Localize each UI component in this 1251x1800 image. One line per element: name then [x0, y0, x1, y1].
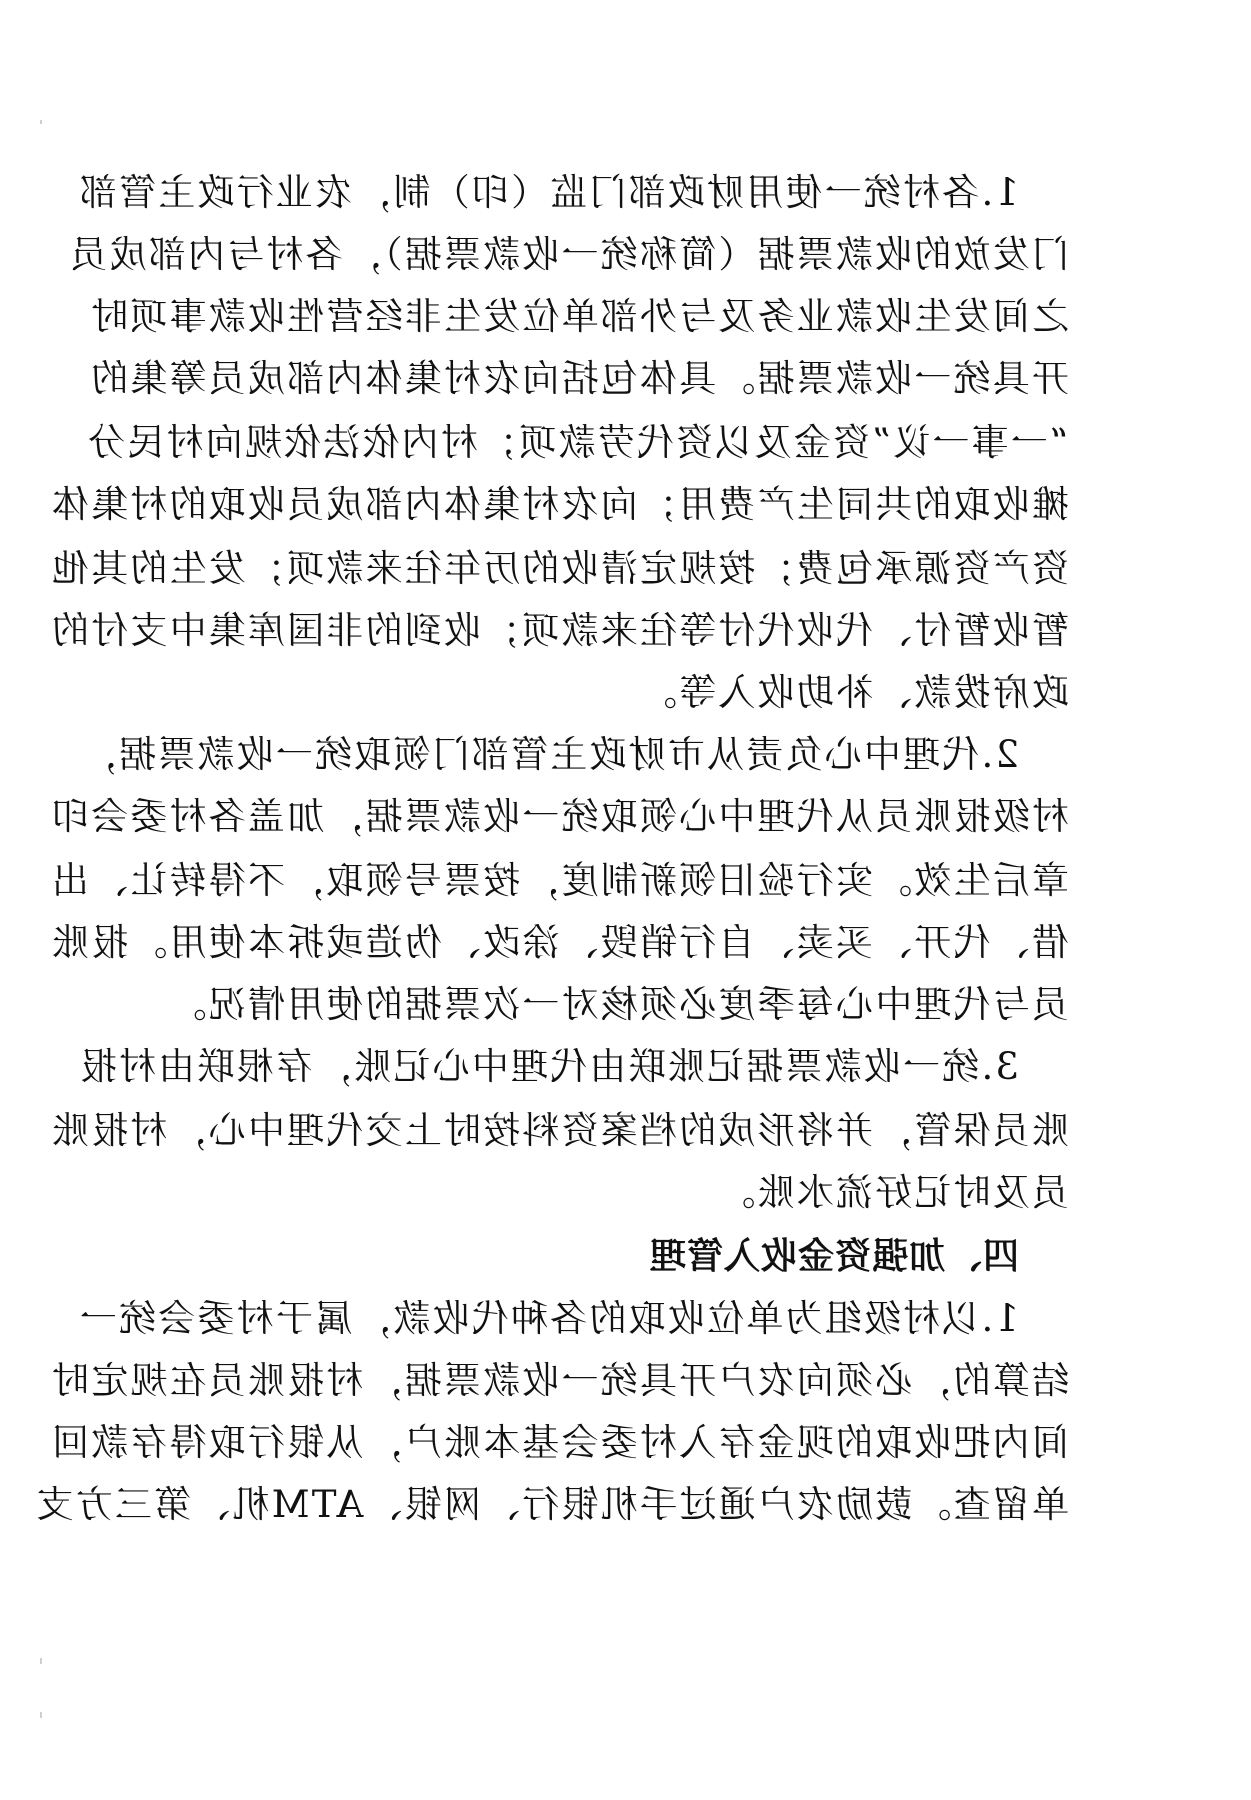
paragraph-line: 2.代理中心负责从市财政主管部门领取统一收款票据，: [77, 733, 1019, 776]
paragraph-line: 员与代理中心每季度必须核对一次票据的使用情况。: [167, 983, 1069, 1026]
paragraph-line: 资产资源承包费；按规定清收的历年往来款项；发生的其他: [49, 547, 1069, 590]
paragraph-line: 3.统一收款票据记账联由代理中心记账，存根联由村报: [77, 1045, 1019, 1088]
paragraph-line: 暂收暂付、代收代付等往来款项；收到的非国库集中支付的: [49, 609, 1069, 652]
paragraph-line: 员及时记好流水账。: [716, 1171, 1069, 1214]
paragraph-line: 间内把收取的现金存入村委会基本账户，从银行取得存款回: [49, 1421, 1069, 1464]
paragraph-line: 章后生效。实行验旧领新制度，按票号领取，不得转让、出: [49, 859, 1069, 902]
paragraph-line: 门发放的收款票据（简称统一收款票据），各村与内部成员: [68, 233, 1069, 276]
paragraph-line: 账员保管，并将形成的档案资料按时上交代理中心，村报账: [49, 1109, 1069, 1152]
paragraph-line: 摊收取的共同生产费用；向农村集体内部成员收取的村集体: [49, 483, 1069, 526]
paragraph-line: 1.各村统一使用财政部门监（印）制，农业行政主管部: [77, 171, 1019, 214]
paragraph-line: 单留查。鼓励农户通过手机银行、网银、ATM机、第三方支: [34, 1483, 1069, 1526]
paragraph-line: 政府拨款、补助收入等。: [637, 671, 1069, 714]
paragraph-line: 借、代开、买卖、自行销毁、涂改、伪造或拆本使用。报账: [49, 921, 1069, 964]
paragraph-line: 1.以村级组为单位收取的各种代收款，属于村委会统一: [77, 1297, 1019, 1340]
section-heading: 四、加强资金收入管理: [648, 1236, 1019, 1277]
paragraph-line: “一事一议”资金及以资代劳款项；村内依法依规向村民分: [85, 421, 1069, 464]
paragraph-line: 开具统一收款票据。具体包括向农村集体内部成员筹集的: [89, 357, 1069, 400]
paragraph-line: 村级报账员从代理中心领取统一收款票据，加盖各村委会印: [49, 795, 1069, 838]
paragraph-line: 结算的，必须向农户开具统一收款票据，村报账员在规定时: [49, 1359, 1069, 1402]
paragraph-line: 之间发生收款业务及与外部单位发生非经营性收款事项时: [89, 295, 1069, 338]
